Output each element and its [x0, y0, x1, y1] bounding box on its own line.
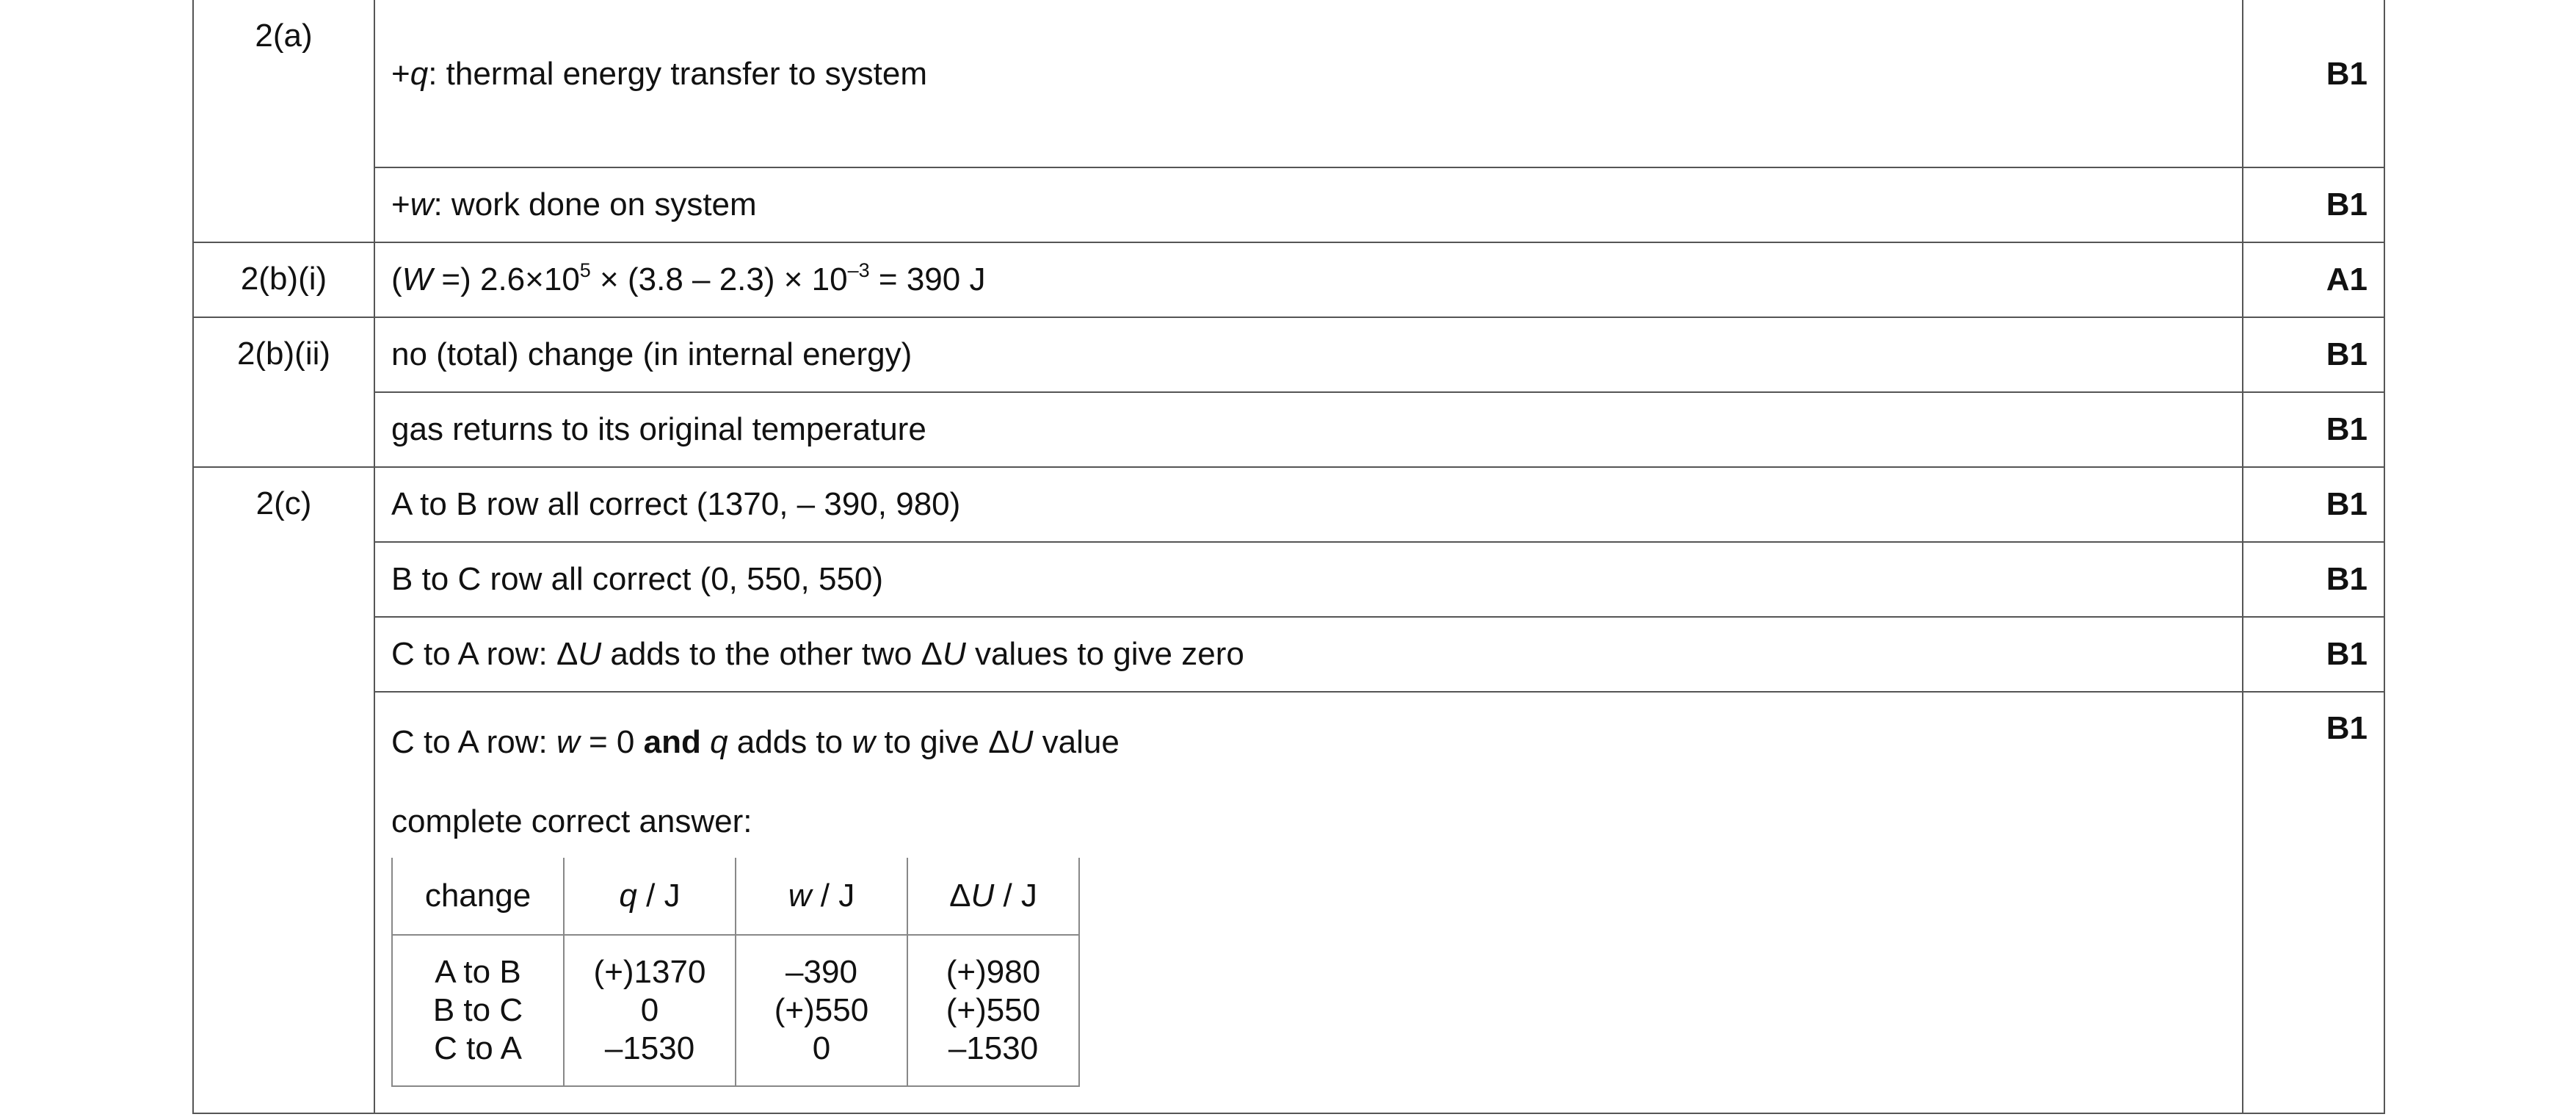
answer-cell: C to A row: ΔU adds to the other two ΔU values to give zero	[374, 617, 2243, 692]
answer-cell: B to C row all correct (0, 550, 550)	[374, 542, 2243, 617]
w-column: –390 (+)550 0	[736, 935, 907, 1086]
answer-table	[391, 858, 1080, 1087]
answer-cell: A to B row all correct (1370, – 390, 980)	[374, 467, 2243, 542]
header-change: change	[392, 858, 564, 935]
table-row	[193, 617, 2384, 692]
question-number: 2(b)(i)	[193, 242, 374, 317]
mark-cell: B1	[2243, 542, 2384, 617]
table-row	[193, 392, 2384, 467]
answer-cell: +w: work done on system	[374, 167, 2243, 242]
answer-line: C to A row: w = 0 and q adds to w to give ΔU value	[391, 724, 1120, 760]
table-row	[193, 467, 2384, 542]
answer-cell: gas returns to its original temperature	[374, 392, 2243, 467]
q-column: (+)1370 0 –1530	[564, 935, 736, 1086]
answer-table-header	[392, 858, 1079, 935]
question-number: 2(c)	[193, 467, 374, 1113]
mark-cell: A1	[2243, 242, 2384, 317]
table-row	[193, 167, 2384, 242]
mark-cell: B1	[2243, 692, 2384, 1113]
header-delta-u: ΔU / J	[907, 858, 1079, 935]
mark-cell: B1	[2243, 467, 2384, 542]
mark-cell: B1	[2243, 317, 2384, 392]
mark-scheme-table	[192, 0, 2385, 1114]
answer-cell: +q: thermal energy transfer to system	[374, 0, 2243, 167]
table-row	[193, 242, 2384, 317]
table-row	[193, 0, 2384, 167]
header-w: w / J	[736, 858, 907, 935]
question-number: 2(a)	[193, 0, 374, 242]
table-row	[193, 692, 2384, 1113]
answer-cell: no (total) change (in internal energy)	[374, 317, 2243, 392]
question-number: 2(b)(ii)	[193, 317, 374, 467]
table-row	[193, 542, 2384, 617]
mark-cell: B1	[2243, 0, 2384, 167]
header-q: q / J	[564, 858, 736, 935]
complete-answer-label: complete correct answer:	[391, 803, 752, 839]
answer-table-body	[392, 935, 1079, 1086]
delta-u-column: (+)980 (+)550 –1530	[907, 935, 1079, 1086]
table-row	[193, 317, 2384, 392]
answer-cell: (W =) $2.6\times 10^5 \times (3.8 - 2.3) \times 10^{-3} = 390$ J	[374, 242, 2243, 317]
mark-cell: B1	[2243, 392, 2384, 467]
mark-cell: B1	[2243, 617, 2384, 692]
answer-cell	[374, 692, 2243, 1113]
mark-cell: B1	[2243, 167, 2384, 242]
change-column: A to B B to C C to A	[392, 935, 564, 1086]
